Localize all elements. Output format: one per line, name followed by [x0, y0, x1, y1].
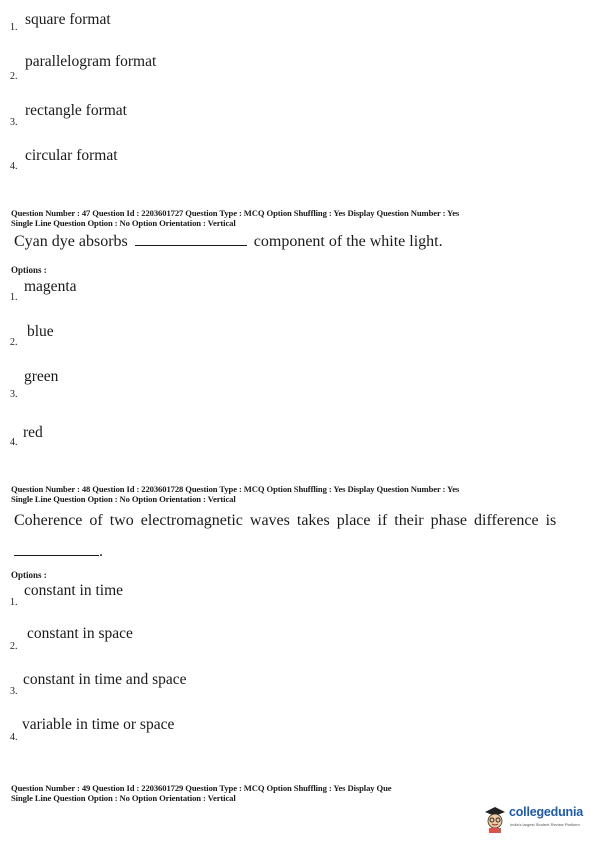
option-number: 1.	[10, 597, 18, 608]
option-number: 2.	[10, 641, 18, 652]
question-meta	[11, 484, 459, 504]
option-text: rectangle format	[25, 102, 127, 119]
option-text: constant in time and space	[23, 671, 187, 688]
option-number: 2.	[10, 71, 18, 82]
option-text: parallelogram format	[25, 53, 157, 70]
question-meta-line: Question Number : 47 Question Id : 2203601727 Question Type : MCQ Option Shuffling : Yes Display Question Number : Yes	[11, 208, 460, 218]
option-number: 3.	[10, 117, 18, 128]
watermark-name: collegedunia	[509, 805, 584, 819]
option-number: 2.	[10, 337, 18, 348]
question-meta	[11, 208, 459, 228]
option-text: magenta	[24, 278, 77, 295]
question-meta	[11, 783, 392, 803]
option-number: 4.	[10, 732, 18, 743]
stem-text: .	[99, 543, 103, 560]
question-stem	[14, 233, 443, 251]
options-label: Options :	[11, 570, 47, 580]
option-number: 4.	[10, 437, 18, 448]
question-meta-line: Single Line Question Option : No Option Orientation : Vertical	[11, 793, 236, 803]
option-text: constant in space	[27, 625, 133, 642]
option-text: constant in time	[24, 582, 124, 599]
answer-blank	[14, 554, 99, 556]
option-text: green	[24, 368, 59, 385]
option-number: 1.	[10, 292, 18, 303]
question-meta-line: Question Number : 48 Question Id : 2203601728 Question Type : MCQ Option Shuffling : Yes Display Question Number : Yes	[11, 484, 460, 494]
option-text: variable in time or space	[22, 716, 175, 733]
option-number: 4.	[10, 161, 18, 172]
options-label: Options :	[11, 265, 47, 275]
question-stem-continuation	[14, 543, 103, 561]
option-text: circular format	[25, 147, 118, 164]
question-stem: Coherence of two electromagnetic waves takes place if their phase difference is	[14, 512, 557, 529]
option-text: square format	[25, 11, 111, 28]
stem-text: component of the white light.	[253, 233, 443, 250]
option-text: blue	[27, 323, 54, 340]
option-number: 3.	[10, 686, 18, 697]
collegedunia-watermark	[483, 803, 591, 837]
question-meta-line: Single Line Question Option : No Option Orientation : Vertical	[11, 218, 236, 228]
question-meta-line: Single Line Question Option : No Option Orientation : Vertical	[11, 494, 236, 504]
option-text: red	[23, 424, 43, 441]
watermark-tagline: India's largest Student Review Platform	[510, 822, 580, 827]
graduate-mascot-icon	[483, 805, 507, 833]
question-meta-line: Question Number : 49 Question Id : 2203601729 Question Type : MCQ Option Shuffling : Yes Display Que	[11, 783, 392, 793]
answer-blank	[135, 244, 247, 246]
stem-text: Cyan dye absorbs	[14, 233, 128, 250]
option-number: 3.	[10, 389, 18, 400]
option-number: 1.	[10, 22, 18, 33]
